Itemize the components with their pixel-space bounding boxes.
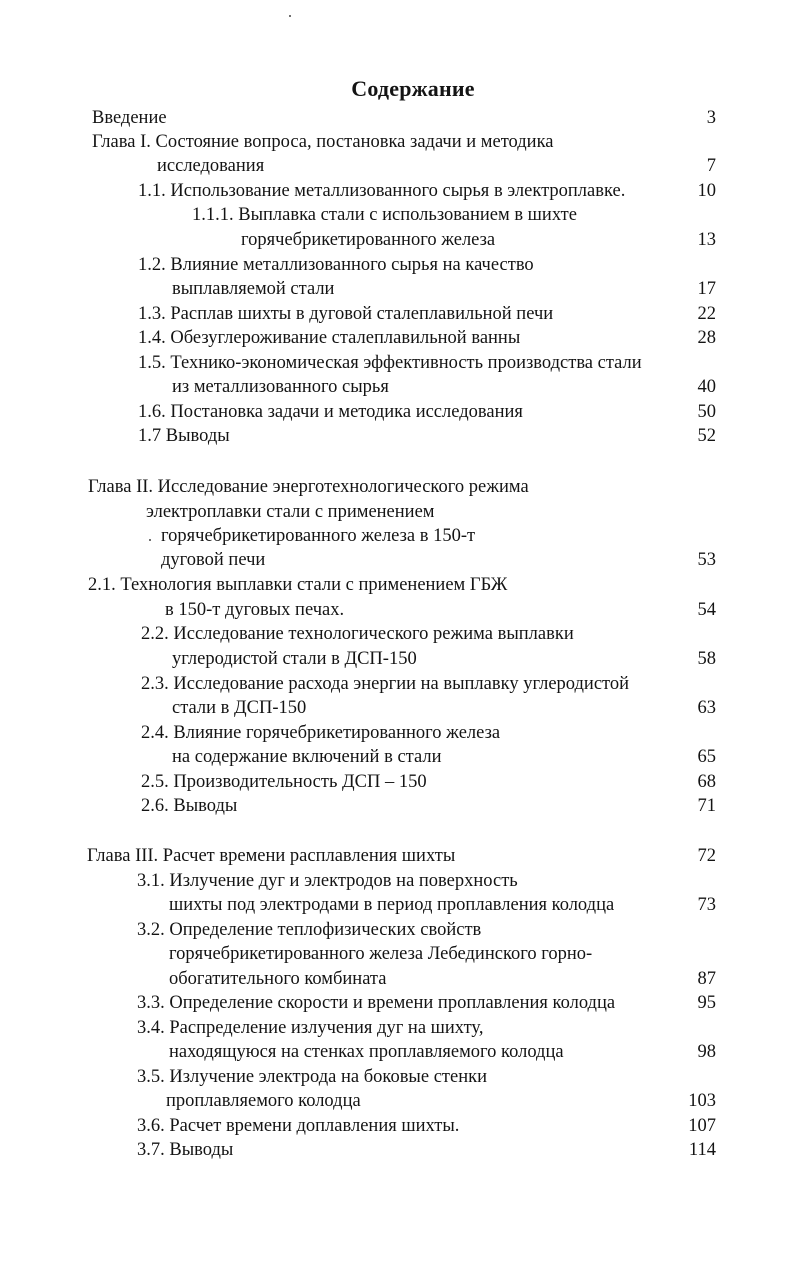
toc-line: стали в ДСП-150 xyxy=(172,698,307,718)
toc-line: 1.5. Технико-экономическая эффективность производства стали xyxy=(138,353,642,373)
toc-line: Глава I. Состояние вопроса, постановка задачи и методика xyxy=(92,132,554,152)
toc-page-number: 63 xyxy=(697,698,716,718)
toc-page-number: 50 xyxy=(697,402,716,422)
toc-line: находящуюся на стенках проплавляемого колодца xyxy=(169,1042,564,1062)
toc-page-number: 98 xyxy=(697,1042,716,1062)
toc-page-number: 95 xyxy=(697,993,716,1013)
toc-page-number: 53 xyxy=(697,550,716,570)
toc-page-number: 28 xyxy=(697,328,716,348)
toc-page-number: 22 xyxy=(697,304,716,324)
toc-line: из металлизованного сырья xyxy=(172,377,389,397)
toc-line: горячебрикетированного железа xyxy=(241,230,496,250)
toc-page-number: 40 xyxy=(697,377,716,397)
toc-line: дуговой печи xyxy=(161,550,266,570)
toc-page-number: 114 xyxy=(688,1140,716,1160)
toc-page-number: 3 xyxy=(706,108,716,128)
toc-page-number: 71 xyxy=(697,796,716,816)
toc-page-number: 52 xyxy=(697,426,716,446)
toc-line: на содержание включений в стали xyxy=(172,747,442,767)
toc-line: 2.1. Технология выплавки стали с применением ГБЖ xyxy=(88,575,508,595)
toc-line: 3.1. Излучение дуг и электродов на поверхность xyxy=(137,871,518,891)
toc-page-number: 10 xyxy=(697,181,716,201)
toc-page-number: 58 xyxy=(697,649,716,669)
toc-line: Введение xyxy=(92,108,167,128)
toc-line: 3.2. Определение теплофизических свойств xyxy=(137,920,482,940)
toc-line: шихты под электродами в период проплавления колодца xyxy=(169,895,615,915)
scan-speck xyxy=(149,539,151,541)
toc-line: 2.6. Выводы xyxy=(141,796,238,816)
toc-line: углеродистой стали в ДСП-150 xyxy=(172,649,417,669)
toc-page-number: 68 xyxy=(697,772,716,792)
toc-line: проплавляемого колодца xyxy=(166,1091,361,1111)
toc-line: выплавляемой стали xyxy=(172,279,335,299)
toc-line: 1.4. Обезуглероживание сталеплавильной ванны xyxy=(138,328,521,348)
toc-page-number: 107 xyxy=(688,1116,716,1136)
toc-page-number: 7 xyxy=(706,156,716,176)
page-title: Содержание xyxy=(351,76,475,101)
toc-page-number: 103 xyxy=(688,1091,716,1111)
toc-line: горячебрикетированного железа Лебединского горно- xyxy=(169,944,593,964)
toc-line: 2.2. Исследование технологического режима выплавки xyxy=(141,624,574,644)
toc-page-number: 72 xyxy=(697,846,716,866)
toc-line: 2.4. Влияние горячебрикетированного железа xyxy=(141,723,501,743)
toc-line: 2.5. Производительность ДСП – 150 xyxy=(141,772,427,792)
toc-page-number: 87 xyxy=(697,969,716,989)
toc-line: электроплавки стали с применением xyxy=(146,502,435,522)
toc-line: 1.2. Влияние металлизованного сырья на качество xyxy=(138,255,534,275)
toc-line: 3.3. Определение скорости и времени проплавления колодца xyxy=(137,993,616,1013)
toc-page-number: 65 xyxy=(697,747,716,767)
toc-line: 1.6. Постановка задачи и методика исследования xyxy=(138,402,523,422)
toc-line: горячебрикетированного железа в 150-т xyxy=(161,526,476,546)
toc-line: 1.3. Расплав шихты в дуговой сталеплавильной печи xyxy=(138,304,554,324)
toc-line: 3.7. Выводы xyxy=(137,1140,234,1160)
toc-page-number: 54 xyxy=(697,600,716,620)
toc-line: 3.4. Распределение излучения дуг на шихту, xyxy=(137,1018,484,1038)
toc-line: Глава II. Исследование энерготехнологического режима xyxy=(88,477,529,497)
toc-line: Глава III. Расчет времени расплавления шихты xyxy=(87,846,456,866)
toc-line: 1.1. Использование металлизованного сырья в электроплавке. xyxy=(138,181,626,201)
toc-line: обогатительного комбината xyxy=(169,969,387,989)
toc-page-number: 73 xyxy=(697,895,716,915)
toc-page-number: 17 xyxy=(697,279,716,299)
toc-page-number: 13 xyxy=(697,230,716,250)
toc-line: 2.3. Исследование расхода энергии на выплавку углеродистой xyxy=(141,674,630,694)
scan-speck xyxy=(289,15,291,17)
toc-line: 3.5. Излучение электрода на боковые стенки xyxy=(137,1067,487,1087)
toc-line: в 150-т дуговых печах. xyxy=(165,600,345,620)
toc-line: 1.1.1. Выплавка стали с использованием в шихте xyxy=(192,205,577,225)
toc-line: исследования xyxy=(157,156,265,176)
toc-line: 3.6. Расчет времени доплавления шихты. xyxy=(137,1116,460,1136)
toc-line: 1.7 Выводы xyxy=(138,426,230,446)
